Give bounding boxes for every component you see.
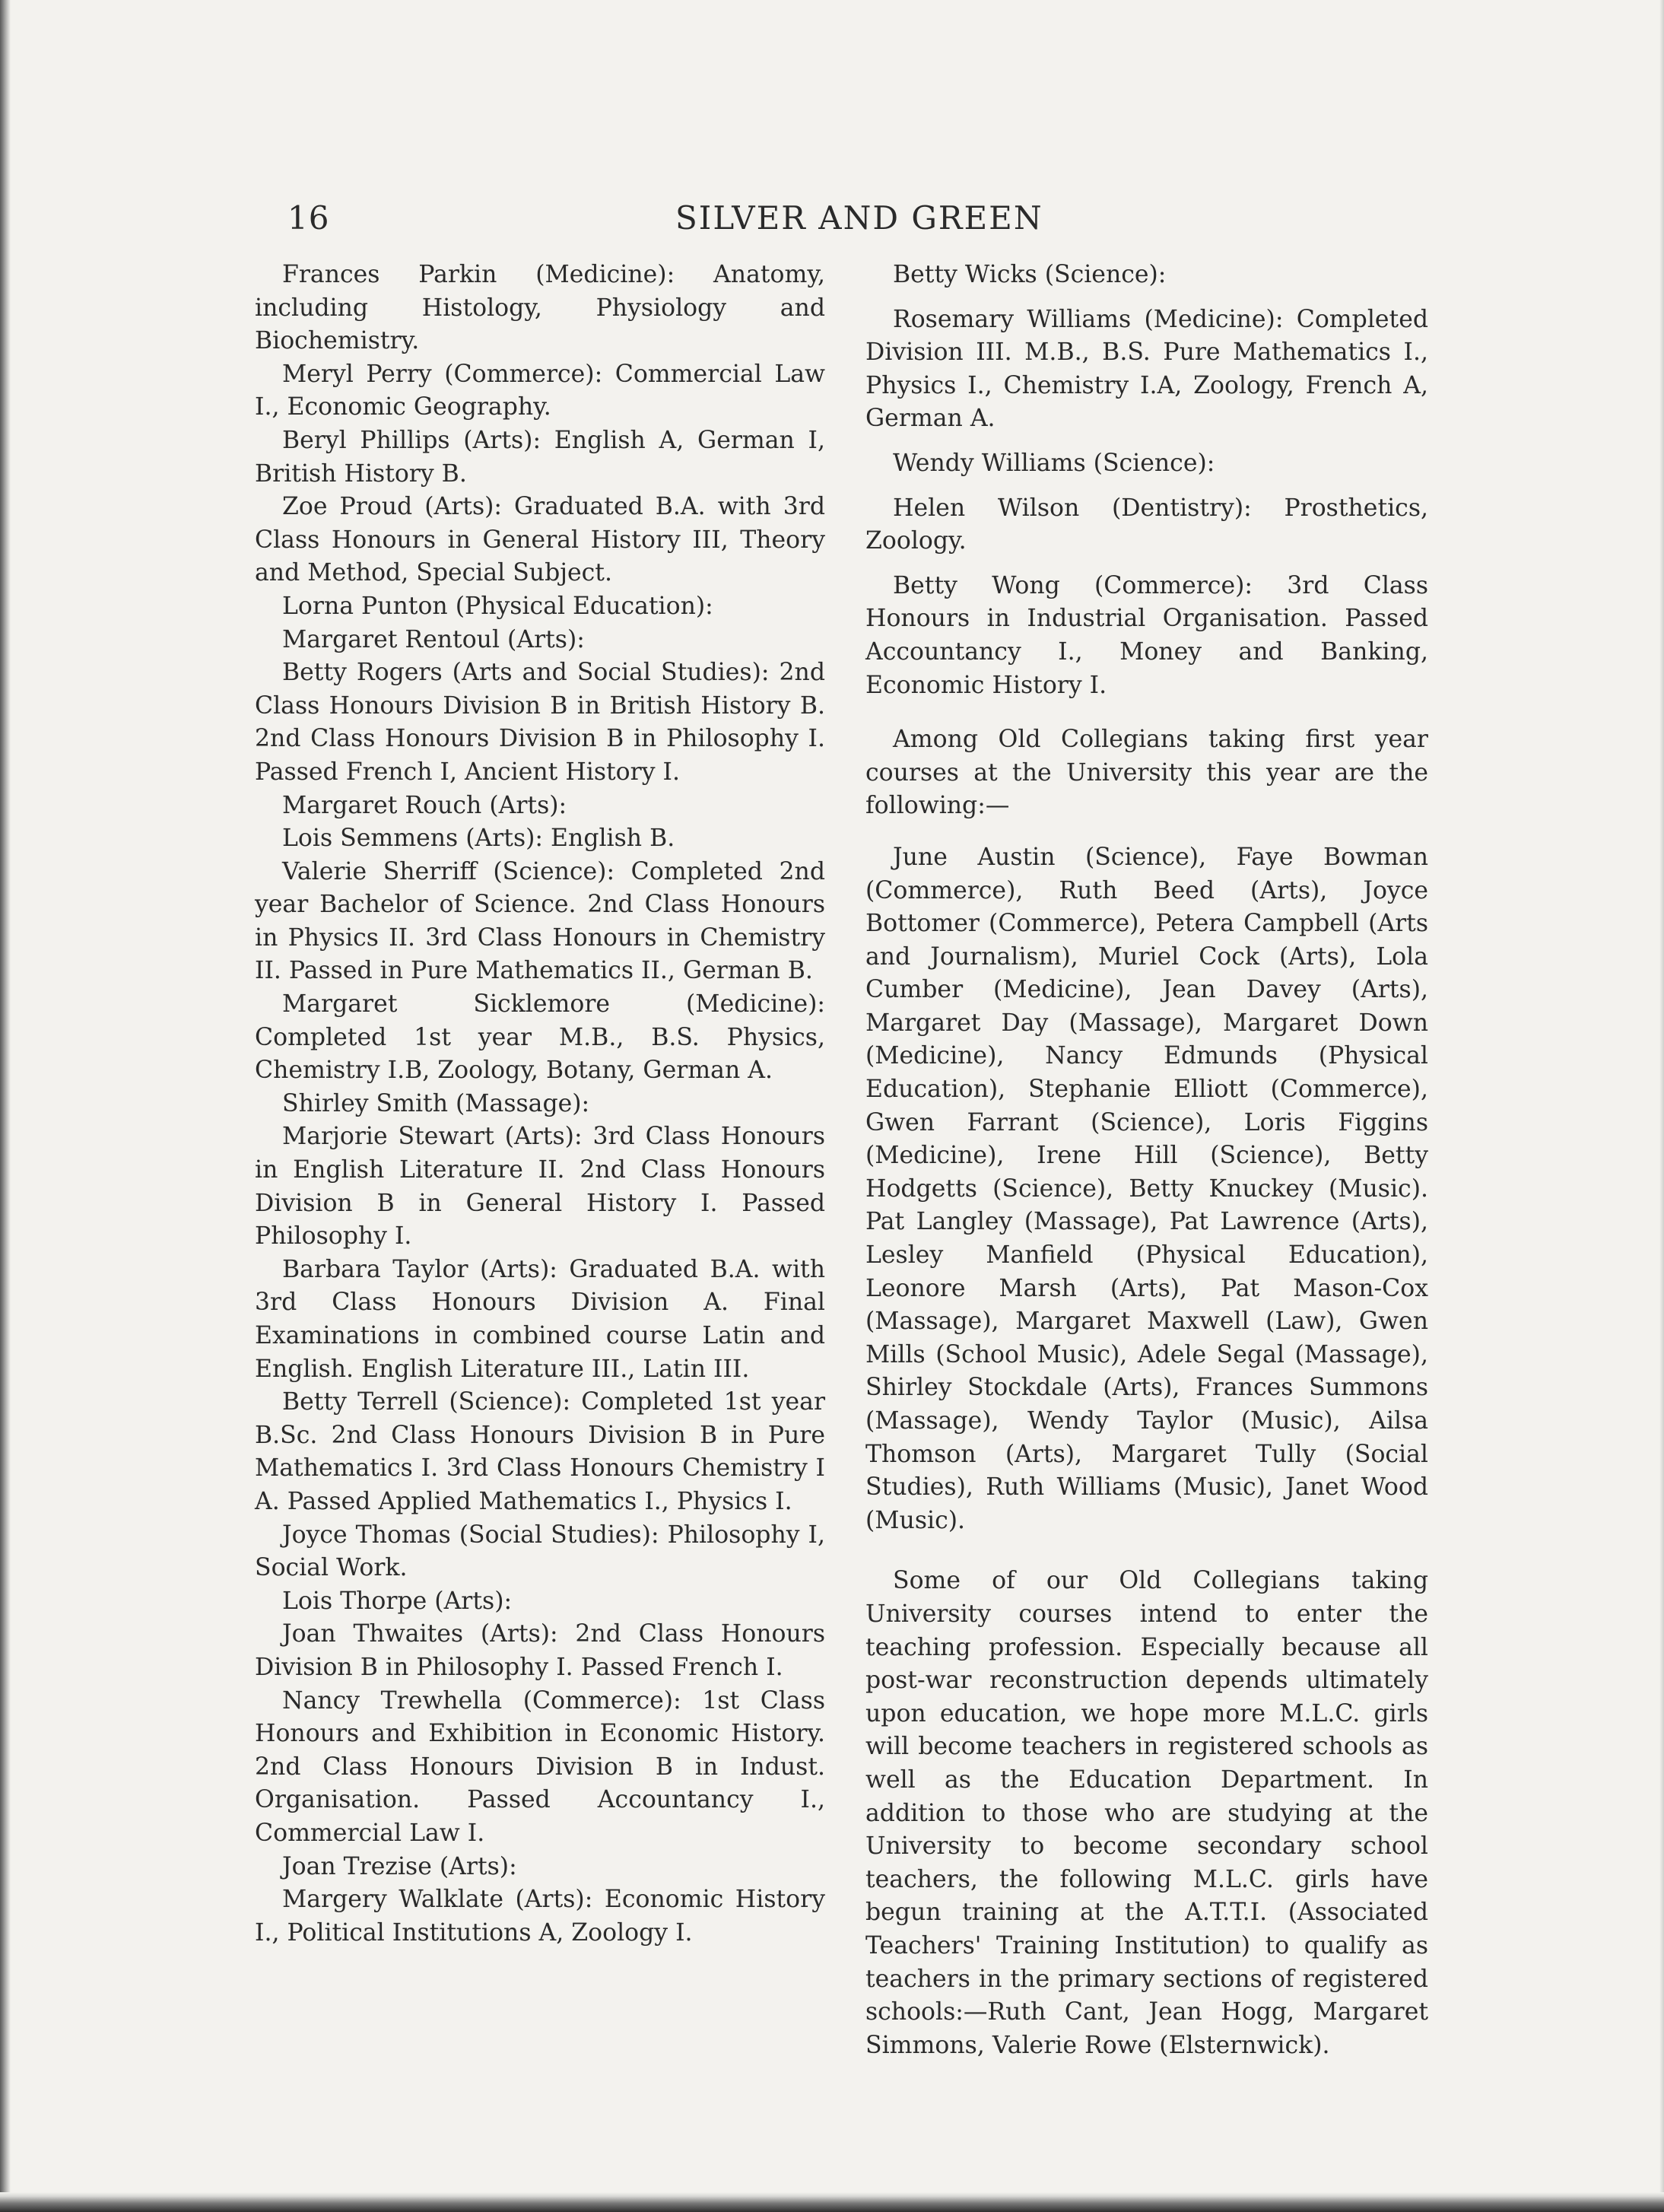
student-entry: Nancy Trewhella (Commerce): 1st Class Honours and Exhibition in Economic History. 2nd Class Honours Division B in Indust. Organisation. Passed Accountancy I., Commercial Law I. [255, 1686, 825, 1847]
scan-shadow-left [0, 0, 11, 2212]
student-entry: Joan Thwaites (Arts): 2nd Class Honours Division B in Philosophy I. Passed French I. [255, 1620, 825, 1681]
student-entry: Joyce Thomas (Social Studies): Philosophy I, Social Work. [255, 1521, 825, 1582]
student-entry: Shirley Smith (Massage): [282, 1089, 590, 1117]
student-entry: Betty Rogers (Arts and Social Studies): 2nd Class Honours Division B in British History B. 2nd Class Honours Division B in Philosophy I. Passed French I, Ancient History I. [255, 659, 825, 786]
student-entry: Beryl Phillips (Arts): English A, German I, British History B. [255, 426, 825, 488]
student-entry: Betty Wicks (Science): [893, 261, 1167, 288]
student-entry: Betty Wong (Commerce): 3rd Class Honours in Industrial Organisation. Passed Accountancy I., Money and Banking, Economic History I. [865, 571, 1428, 699]
student-entry: Lois Thorpe (Arts): [282, 1587, 513, 1615]
scan-shadow-right [1659, 0, 1664, 2212]
student-entry: Betty Terrell (Science): Completed 1st year B.Sc. 2nd Class Honours Division B in Pure Mathematics I. 3rd Class Honours Chemistry I A. Passed Applied Mathematics I., Physics I. [255, 1388, 825, 1515]
student-entry: Rosemary Williams (Medicine): Completed Division III. M.B., B.S. Pure Mathematics I., Physics I., Chemistry I.A, Zoology, French A, German A. [865, 305, 1428, 433]
student-entry: Zoe Proud (Arts): Graduated B.A. with 3rd Class Honours in General History III, Theory and Method, Special Subject. [255, 493, 825, 587]
student-entry: Margery Walklate (Arts): Economic History I., Political Institutions A, Zoology I. [255, 1886, 825, 1947]
student-entry: Joan Trezise (Arts): [282, 1852, 517, 1880]
student-entry: Lois Semmens (Arts): English B. [282, 825, 675, 853]
first-year-intro: Among Old Collegians taking first year courses at the University this year are the following:— [865, 726, 1428, 820]
teaching-paragraph: Some of our Old Collegians taking University courses intend to enter the teaching profession. Especially because all post-war reconstruction depends ultimately upon education, we hope more M.L.C. girls will become teachers in registered schools as well as the Education Department. In addition to those who are studying at the University to become secondary school teachers, the following M.L.C. girls have begun training at the A.T.T.I. (Associated Teachers' Training Institution) to qualify as teachers in the primary sections of registered schools:—Ruth Cant, Jean Hogg, Margaret Simmons, Valerie Rowe (Elsternwick). [865, 1567, 1428, 2059]
scan-shadow-bottom [0, 2192, 1664, 2212]
student-entry: Meryl Perry (Commerce): Commercial Law I., Economic Geography. [255, 360, 825, 421]
page-number: 16 [287, 199, 330, 237]
student-entry: Helen Wilson (Dentistry): Prosthetics, Zoology. [865, 494, 1428, 555]
first-year-list: June Austin (Science), Faye Bowman (Commerce), Ruth Beed (Arts), Joyce Bottomer (Commerce), Petera Campbell (Arts and Journalism), Muriel Cock (Arts), Lola Cumber (Medicine), Jean Davey (Arts), Margaret Day (Massage), Margaret Down (Medicine), Nancy Edmunds (Physical Education), Stephanie Elliott (Commerce), Gwen Farrant (Science), Loris Figgins (Medicine), Irene Hill (Science), Betty Hodgetts (Science), Betty Knuckey (Music). Pat Langley (Massage), Pat Lawrence (Arts), Lesley Manfield (Physical Education), Leonore Marsh (Arts), Pat Mason-Cox (Massage), Margaret Maxwell (Law), Gwen Mills (School Music), Adele Segal (Massage), Shirley Stockdale (Arts), Frances Summons (Massage), Wendy Taylor (Music), Ailsa Thomson (Arts), Margaret Tully (Social Studies), Ruth Williams (Music), Janet Wood (Music). [865, 843, 1428, 1534]
student-entry: Lorna Punton (Physical Education): [282, 592, 713, 620]
left-column [255, 259, 825, 1950]
student-entry: Margaret Sicklemore (Medicine): Completed 1st year M.B., B.S. Physics, Chemistry I.B, Zoology, Botany, German A. [255, 990, 825, 1085]
running-title: SILVER AND GREEN [675, 199, 1043, 237]
student-entry: Frances Parkin (Medicine): Anatomy, including Histology, Physiology and Biochemistry. [255, 261, 825, 355]
student-entry: Valerie Sherriff (Science): Completed 2nd year Bachelor of Science. 2nd Class Honours in Physics II. 3rd Class Honours in Chemistry II. Passed in Pure Mathematics II., German B. [255, 857, 825, 985]
student-entry: Marjorie Stewart (Arts): 3rd Class Honours in English Literature II. 2nd Class Honours Division B in General History I. Passed Philosophy I. [255, 1123, 825, 1251]
student-entry: Margaret Rouch (Arts): [282, 791, 567, 819]
student-entry: Margaret Rentoul (Arts): [282, 625, 585, 653]
student-entry: Barbara Taylor (Arts): Graduated B.A. with 3rd Class Honours Division A. Final Examinations in combined course Latin and English. English Literature III., Latin III. [255, 1255, 825, 1383]
right-column [865, 259, 1428, 2062]
student-entry: Wendy Williams (Science): [893, 449, 1215, 477]
